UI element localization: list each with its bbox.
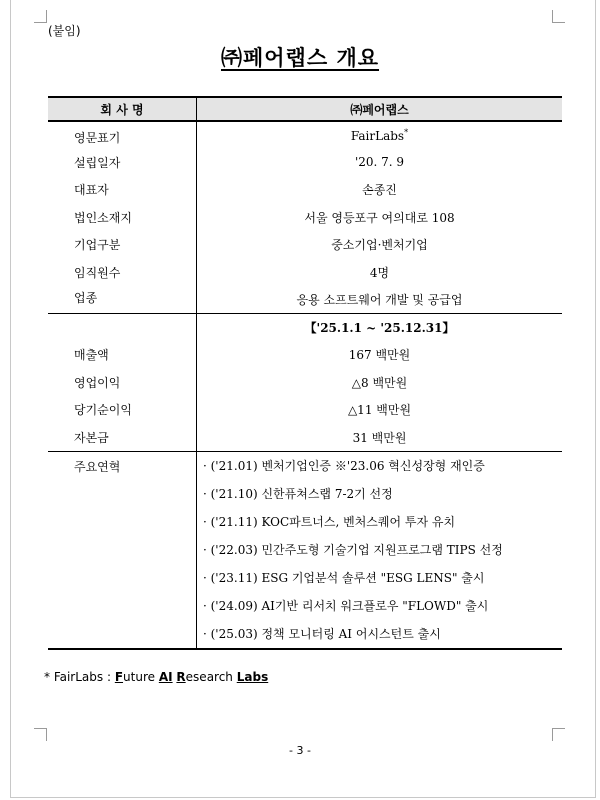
header-value: ㈜페어랩스 [197,97,563,121]
info-value: FairLabs [350,128,405,143]
header-label: 회 사 명 [48,97,197,121]
crop-mark-bottom-right [552,728,565,741]
info-label: 법인소재지 [74,210,132,225]
info-label: 설립일자 [74,155,121,170]
footnote-bold: Labs [236,670,269,684]
info-row [48,231,562,259]
info-row [48,259,562,287]
info-value: 응용 소프트웨어 개발 및 공급업 [197,286,563,314]
info-value: 중소기업·벤처기업 [331,238,428,253]
footnote-rest: uture [123,670,159,684]
table-header-row [48,97,562,121]
finance-row [48,424,562,452]
crop-mark-top-right [552,10,565,23]
history-row [48,451,562,480]
history-item: · ('22.03) 민간주도형 기술기업 지원프로그램 TIPS 선정 [203,543,503,557]
info-label: 기업구분 [74,238,121,253]
footnote-rest: esearch [185,670,237,684]
footnote-marker: * [404,127,409,137]
info-value: 서울 영등포구 여의대로 108 [304,210,455,225]
finance-value: △11 백만원 [347,403,412,418]
attachment-label: (붙임) [48,24,81,38]
finance-row [48,341,562,369]
footnote-bold: AI [158,670,173,684]
finance-value: 167 백만원 [348,348,411,363]
info-value: 4명 [369,265,390,280]
info-label: 업종 [74,291,98,305]
finance-row [48,396,562,424]
info-label: 영문표기 [74,130,121,145]
history-item: · ('23.11) ESG 기업분석 솔루션 "ESG LENS" 출시 [203,571,485,585]
history-item: · ('21.10) 신한퓨쳐스랩 7-2기 선정 [203,487,393,501]
history-item: · ('24.09) AI기반 리서치 워크플로우 "FLOWD" 출시 [203,599,489,613]
info-row [48,286,562,314]
info-row [48,149,562,177]
finance-period-row [48,314,562,342]
page-number: - 3 - [289,744,311,757]
footnote-prefix: * FairLabs : [44,670,115,684]
info-label: 임직원수 [74,265,121,280]
finance-label: 자본금 [74,430,109,445]
finance-label: 영업이익 [74,375,121,390]
crop-mark-top-left [34,10,47,23]
info-row [48,176,562,204]
history-item: · ('25.03) 정책 모니터링 AI 어시스턴트 출시 [197,620,563,649]
history-label: 주요연혁 [74,459,121,474]
finance-label: 매출액 [74,348,109,363]
history-item: · ('21.01) 벤처기업인증 ※'23.06 혁신성장형 재인증 [203,459,485,473]
info-label: 대표자 [74,183,109,198]
footnote [44,670,268,684]
page-title: ㈜페어랩스 개요 [220,46,380,70]
info-value: '20. 7. 9 [354,155,405,170]
crop-mark-bottom-left [34,728,47,741]
info-row [48,204,562,232]
info-row [48,121,562,149]
company-overview-table [48,96,562,650]
info-value: 손종진 [362,183,397,198]
finance-label: 당기순이익 [74,403,132,418]
finance-period: 【'25.1.1 ~ '25.12.31】 [304,321,455,335]
footnote-bold: R [176,670,186,684]
footnote-bold: F [114,670,124,684]
finance-value: 31 백만원 [197,424,563,452]
history-item: · ('21.11) KOC파트너스, 벤처스퀘어 투자 유치 [203,515,456,529]
finance-row [48,369,562,397]
finance-value: △8 백만원 [351,375,408,390]
